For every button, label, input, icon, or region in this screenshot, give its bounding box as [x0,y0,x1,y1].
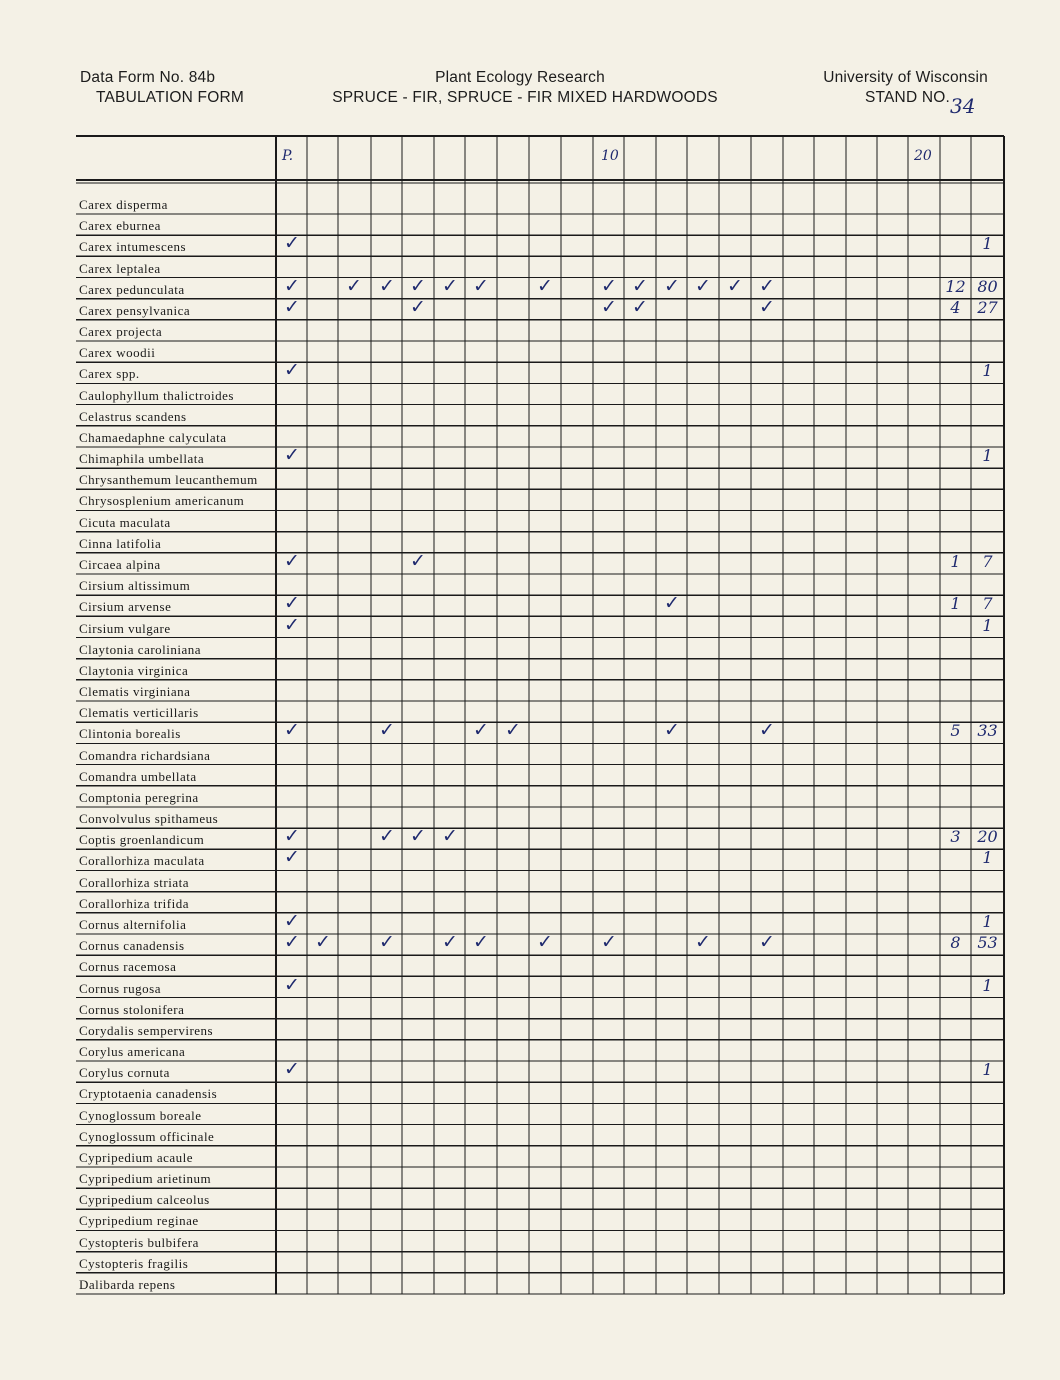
species-name: Cornus racemosa [79,959,177,975]
column-marker-20: 20 [914,148,932,164]
species-name: Comptonia peregrina [79,789,199,805]
check-mark: ✓ [442,931,458,954]
check-mark: ✓ [284,550,300,572]
species-name: Clematis verticillaris [79,705,199,721]
species-name: Carex intumescens [79,239,187,255]
check-mark: ✓ [632,274,648,297]
check-mark: ✓ [410,825,426,848]
species-name: Chamaedaphne calyculata [79,429,227,445]
check-mark: ✓ [284,444,300,467]
check-mark: ✓ [759,719,775,742]
species-name: Carex pensylvanica [79,302,191,318]
check-mark: ✓ [759,295,775,318]
tally-frequency: 20 [977,827,998,847]
species-name: Comandra richardsiana [79,747,211,763]
tally-count: 1 [950,594,961,614]
species-name: Carex woodii [79,345,156,361]
stand-label: STAND NO. [864,89,950,106]
species-name: Cinna latifolia [79,535,162,551]
tally-count: 8 [950,933,961,953]
stand-number: 34 [950,94,976,118]
check-mark: ✓ [315,931,331,954]
form-type: TABULATION FORM [96,89,244,106]
species-name: Cystopteris fragilis [79,1255,189,1271]
check-mark: ✓ [379,825,395,848]
tally-frequency: 80 [977,276,998,296]
species-name: Chimaphila umbellata [79,451,205,467]
species-name: Cynoglossum boreale [79,1107,202,1123]
species-name: Claytonia caroliniana [79,641,202,657]
species-name: Caulophyllum thalictroides [79,387,234,403]
tally-frequency: 7 [982,594,993,614]
check-mark: ✓ [284,910,300,932]
check-mark: ✓ [601,295,617,318]
species-name: Cynoglossum officinale [79,1128,215,1144]
check-mark: ✓ [284,592,300,615]
check-mark: ✓ [410,550,426,572]
check-mark: ✓ [759,931,775,954]
species-name: Corylus americana [79,1044,186,1060]
check-mark: ✓ [284,931,300,954]
species-name: Cypripedium acaule [79,1149,194,1165]
check-mark: ✓ [664,719,680,742]
species-name: Cirsium arvense [79,599,172,615]
species-name: Circaea alpina [79,557,161,572]
species-name: Corallorhiza trifida [79,895,189,911]
university: University of Wisconsin [823,69,988,86]
species-name: Clintonia borealis [79,726,181,742]
species-name: Corydalis sempervirens [79,1022,214,1038]
species-name: Carex leptalea [79,260,161,276]
check-mark: ✓ [379,931,395,954]
species-name: Cirsium vulgare [79,620,171,636]
tally-count: 5 [950,721,961,741]
species-name: Cypripedium reginae [79,1213,199,1229]
species-name: Carex eburnea [79,218,161,234]
species-name: Celastrus scandens [79,408,187,424]
check-mark: ✓ [284,719,300,742]
tally-count: 3 [950,827,961,847]
check-mark: ✓ [346,274,362,297]
species-name: Cornus stolonifera [79,1001,185,1017]
species-name: Carex disperma [79,197,168,212]
tally-frequency: 1 [982,446,993,466]
forest-type: SPRUCE - FIR, SPRUCE - FIR MIXED HARDWOODS [332,89,718,106]
check-mark: ✓ [284,295,300,318]
species-name: Comandra umbellata [79,768,197,784]
check-mark: ✓ [537,274,553,297]
species-name: Carex pedunculata [79,281,185,297]
check-mark: ✓ [284,232,300,255]
tally-frequency: 1 [982,615,993,635]
check-mark: ✓ [664,592,680,615]
species-name: Cornus rugosa [79,980,161,996]
check-mark: ✓ [537,931,553,954]
species-name: Corallorhiza striata [79,874,189,890]
column-marker-1: P. [282,148,294,164]
species-name: Carex projecta [79,324,163,340]
check-mark: ✓ [442,825,458,848]
check-mark: ✓ [601,931,617,954]
check-mark: ✓ [442,274,458,297]
species-name: Cypripedium arietinum [79,1171,212,1187]
species-name: Cornus alternifolia [79,917,187,932]
species-name: Cornus canadensis [79,938,185,954]
check-mark: ✓ [473,274,489,297]
tally-frequency: 1 [982,234,993,254]
tally-frequency: 1 [982,975,993,995]
check-mark: ✓ [695,931,711,954]
check-mark: ✓ [284,274,300,297]
species-name: Convolvulus spithameus [79,811,219,827]
check-mark: ✓ [695,274,711,297]
species-name: Cypripedium calceolus [79,1192,210,1208]
tally-frequency: 33 [977,721,998,741]
check-mark: ✓ [601,274,617,297]
check-mark: ✓ [759,274,775,297]
check-mark: ✓ [410,295,426,318]
species-name: Chrysanthemum leucanthemum [79,472,258,488]
tally-frequency: 27 [977,297,998,317]
species-name: Cryptotaenia canadensis [79,1086,218,1102]
species-name: Chrysosplenium americanum [79,493,245,509]
tally-count: 4 [950,297,961,317]
tally-count: 1 [950,552,961,571]
check-mark: ✓ [284,359,300,382]
check-mark: ✓ [410,274,426,297]
species-name: Clematis virginiana [79,684,191,700]
check-mark: ✓ [632,295,648,318]
check-mark: ✓ [284,973,300,996]
species-name: Dalibarda repens [79,1277,176,1292]
check-mark: ✓ [284,613,300,636]
check-mark: ✓ [379,719,395,742]
species-name: Cystopteris bulbifera [79,1234,199,1250]
check-mark: ✓ [379,274,395,297]
species-name: Cicuta maculata [79,514,171,530]
tally-frequency: 7 [982,552,993,571]
species-name: Cirsium altissimum [79,578,191,594]
tally-frequency: 1 [982,361,993,381]
organization: Plant Ecology Research [435,69,605,86]
column-marker-10: 10 [601,148,619,164]
check-mark: ✓ [727,274,743,297]
species-name: Carex spp. [79,366,140,382]
species-name: Corylus cornuta [79,1065,170,1081]
check-mark: ✓ [473,719,489,742]
tally-frequency: 1 [982,912,993,931]
check-mark: ✓ [664,274,680,297]
species-name: Corallorhiza maculata [79,853,205,869]
tally-frequency: 1 [982,848,993,868]
form-number: Data Form No. 84b [80,69,216,86]
tally-count: 12 [945,276,966,296]
check-mark: ✓ [284,1058,300,1081]
species-name: Claytonia virginica [79,662,189,678]
check-mark: ✓ [284,846,300,869]
tally-frequency: 53 [977,933,998,953]
species-name: Coptis groenlandicum [79,832,205,848]
check-mark: ✓ [505,719,521,742]
check-mark: ✓ [473,931,489,954]
tally-frequency: 1 [982,1060,993,1080]
check-mark: ✓ [284,825,300,848]
